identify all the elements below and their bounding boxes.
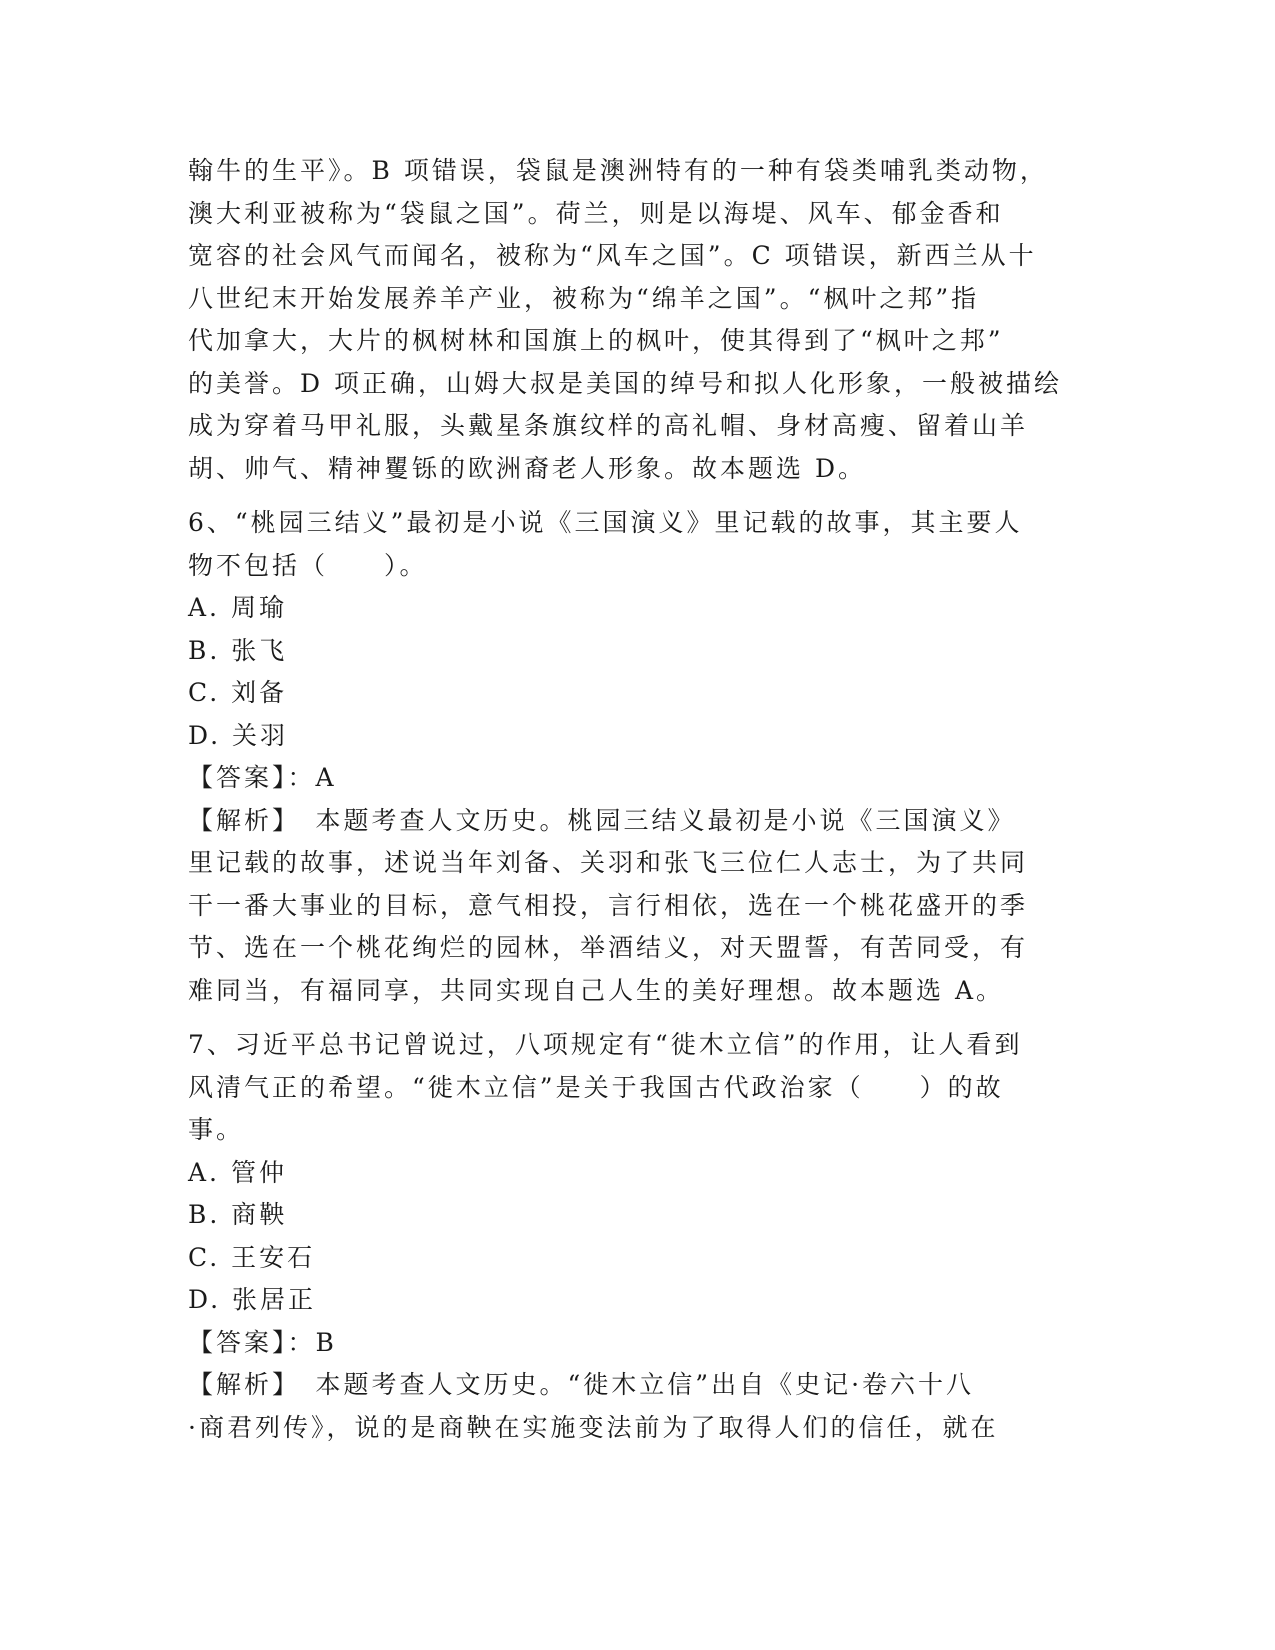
analysis-line: 难同当，有福同享，共同实现自己人生的美好理想。故本题选 A。 bbox=[188, 975, 1005, 1005]
option-d: D. 关羽 bbox=[188, 720, 289, 750]
text-line: 宽容的社会风气而闻名，被称为“风车之国”。C 项错误，新西兰从十 bbox=[188, 241, 1037, 270]
option-c: C. 王安石 bbox=[188, 1242, 316, 1272]
question-text: 7、习近平总书记曾说过，八项规定有“徙木立信”的作用，让人看到 bbox=[188, 1030, 1023, 1059]
question-text: 物不包括（ ）。 bbox=[188, 550, 428, 580]
option-a: A. 管仲 bbox=[188, 1157, 287, 1187]
option-c: C. 刘备 bbox=[188, 678, 288, 707]
analysis-line: 干一番大事业的目标，意气相投，言行相依，选在一个桃花盛开的季 bbox=[188, 890, 1029, 920]
question-text: 事。 bbox=[188, 1115, 245, 1144]
text-line: 翰牛的生平》。B 项错误，袋鼠是澳洲特有的一种有袋类哺乳类动物， bbox=[188, 156, 1048, 185]
text-line: 八世纪末开始发展养羊产业，被称为“绵羊之国”。“枫叶之邦”指 bbox=[188, 283, 980, 313]
text-line: 胡、帅气、精神矍铄的欧洲裔老人形象。故本题选 D。 bbox=[188, 453, 866, 483]
document-page bbox=[188, 150, 1088, 1449]
analysis-line: 【解析】 本题考查人文历史。“徙木立信”出自《史记·卷六十八 bbox=[188, 1370, 975, 1399]
previous-analysis-continuation bbox=[188, 150, 1088, 490]
text-line: 代加拿大，大片的枫树林和国旗上的枫叶，使其得到了“枫叶之邦” bbox=[188, 326, 1004, 355]
option-b: B. 商鞅 bbox=[188, 1200, 288, 1229]
text-line: 澳大利亚被称为“袋鼠之国”。荷兰，则是以海堤、风车、郁金香和 bbox=[188, 198, 1004, 228]
text-line: 的美誉。D 项正确，山姆大叔是美国的绰号和拟人化形象，一般被描绘 bbox=[188, 368, 1062, 398]
answer: 【答案】：B bbox=[188, 1327, 337, 1357]
question-text: 风清气正的希望。“徙木立信”是关于我国古代政治家（ ）的故 bbox=[188, 1072, 1004, 1102]
option-a: A. 周瑜 bbox=[188, 593, 287, 622]
analysis-line: 里记载的故事，述说当年刘备、关羽和张飞三位仁人志士，为了共同 bbox=[188, 848, 1029, 877]
text-line: 成为穿着马甲礼服，头戴星条旗纹样的高礼帽、身材高瘦、留着山羊 bbox=[188, 411, 1029, 440]
analysis-line: ·商君列传》，说的是商鞅在实施变法前为了取得人们的信任，就在 bbox=[188, 1412, 999, 1442]
option-d: D. 张居正 bbox=[188, 1285, 317, 1314]
option-b: B. 张飞 bbox=[188, 635, 288, 665]
question-7 bbox=[188, 1024, 1088, 1449]
analysis-line: 节、选在一个桃花绚烂的园林，举酒结义，对天盟誓，有苦同受，有 bbox=[188, 933, 1029, 962]
question-6 bbox=[188, 502, 1088, 1012]
answer: 【答案】：A bbox=[188, 763, 337, 792]
question-text: 6、“桃园三结义”最初是小说《三国演义》里记载的故事，其主要人 bbox=[188, 508, 1023, 537]
analysis-line: 【解析】 本题考查人文历史。桃园三结义最初是小说《三国演义》 bbox=[188, 805, 1016, 835]
